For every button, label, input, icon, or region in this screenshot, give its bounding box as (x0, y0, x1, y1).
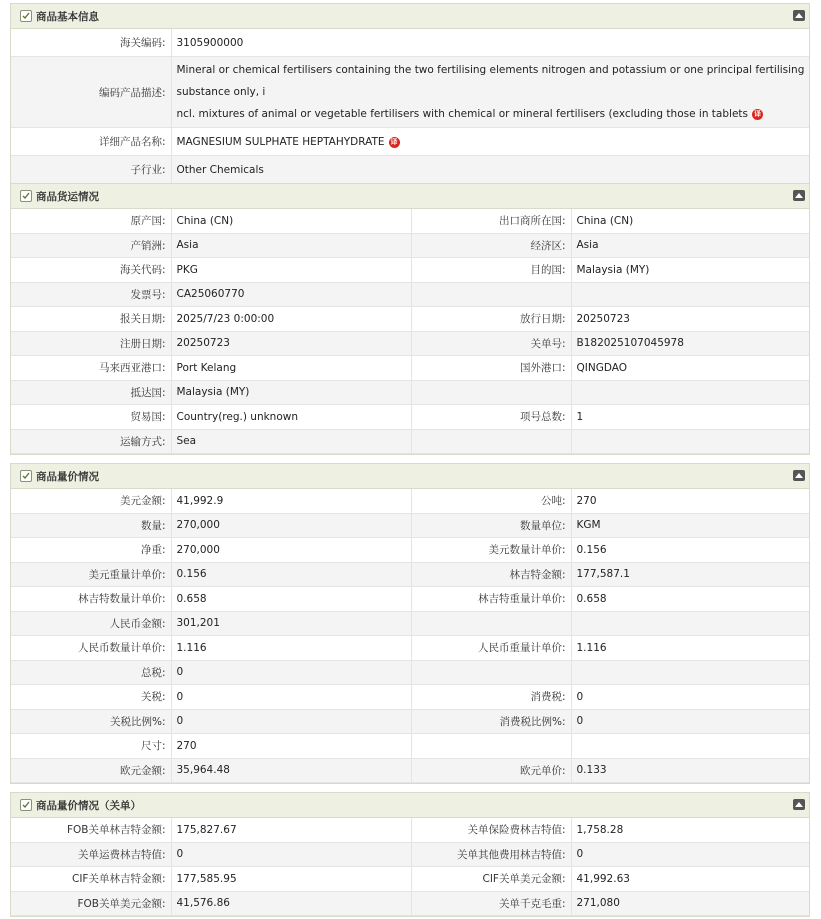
field-label: 欧元单价: (411, 758, 571, 783)
field-value: 0 (571, 842, 809, 867)
table-row (11, 258, 809, 283)
table-row (11, 356, 809, 381)
quantity-table (11, 489, 809, 783)
field-value: 41,576.86 (171, 891, 411, 916)
field-value: Port Kelang (171, 356, 411, 381)
field-label: CIF关单美元金额: (411, 867, 571, 892)
shipping-panel (10, 183, 810, 455)
field-value: 1,758.28 (571, 818, 809, 842)
field-label: 关单千克毛重: (411, 891, 571, 916)
field-label: 发票号: (11, 282, 171, 307)
field-value: 2025/7/23 0:00:00 (171, 307, 411, 332)
field-value: 0 (171, 842, 411, 867)
field-label: 海关代码: (11, 258, 171, 283)
field-label: 注册日期: (11, 331, 171, 356)
field-label: 人民币重量计单价: (411, 636, 571, 661)
description-line-1: Mineral or chemical fertilisers containing the two fertilising elements nitrogen and potassium or one principal fertilising substance only, i (176, 64, 805, 98)
panel-title: 商品货运情况 (36, 191, 99, 203)
field-label: 美元重量计单价: (11, 562, 171, 587)
table-row (11, 405, 809, 430)
table-row (11, 128, 809, 156)
table-row (11, 818, 809, 842)
field-value (571, 282, 809, 307)
translate-icon[interactable]: 译 (390, 137, 398, 146)
field-value: 0.658 (171, 587, 411, 612)
field-label: 人民币金额: (11, 611, 171, 636)
field-label: 子行业: (11, 156, 171, 184)
field-label: 美元数量计单价: (411, 538, 571, 563)
field-label: FOB关单美元金额: (11, 891, 171, 916)
field-label: 美元金额: (11, 489, 171, 513)
field-label: FOB关单林吉特金额: (11, 818, 171, 842)
quantity-panel (10, 463, 810, 784)
field-label: 放行日期: (411, 307, 571, 332)
field-label: 原产国: (11, 209, 171, 233)
checkbox-icon (20, 10, 32, 22)
table-row (11, 29, 809, 57)
field-value: 0.156 (571, 538, 809, 563)
field-value: 271,080 (571, 891, 809, 916)
shipping-table (11, 209, 809, 454)
field-label: 关单号: (411, 331, 571, 356)
checkbox-icon (20, 470, 32, 482)
field-value (171, 57, 809, 128)
field-value: 20250723 (571, 307, 809, 332)
field-value: 1.116 (171, 636, 411, 661)
field-label: 欧元金额: (11, 758, 171, 783)
field-label: 关单运费林吉特值: (11, 842, 171, 867)
table-row (11, 513, 809, 538)
panel-header[interactable] (11, 4, 809, 29)
table-row (11, 331, 809, 356)
field-value (571, 611, 809, 636)
field-label: 详细产品名称: (11, 128, 171, 156)
table-row (11, 209, 809, 233)
table-row (11, 891, 809, 916)
field-value: 0.156 (171, 562, 411, 587)
field-label (411, 660, 571, 685)
table-row (11, 842, 809, 867)
field-value (571, 380, 809, 405)
table-row (11, 489, 809, 513)
field-label: 关税: (11, 685, 171, 710)
table-row (11, 685, 809, 710)
field-label: 总税: (11, 660, 171, 685)
field-label: 尺寸: (11, 734, 171, 759)
field-value: 41,992.63 (571, 867, 809, 892)
field-value: Asia (171, 233, 411, 258)
field-value: 1.116 (571, 636, 809, 661)
field-value: QINGDAO (571, 356, 809, 381)
field-value: PKG (171, 258, 411, 283)
table-row (11, 758, 809, 783)
table-row (11, 734, 809, 759)
table-row (11, 538, 809, 563)
field-label: 项号总数: (411, 405, 571, 430)
panel-title: 商品量价情况（关单） (36, 800, 141, 812)
field-value: 20250723 (171, 331, 411, 356)
field-value: China (CN) (171, 209, 411, 233)
field-label: 消费税比例%: (411, 709, 571, 734)
table-row (11, 156, 809, 184)
field-label: 林吉特数量计单价: (11, 587, 171, 612)
field-value: CA25060770 (171, 282, 411, 307)
field-value: Malaysia (MY) (171, 380, 411, 405)
field-label: 关单其他费用林吉特值: (411, 842, 571, 867)
field-value (571, 734, 809, 759)
field-value: Malaysia (MY) (571, 258, 809, 283)
table-row (11, 233, 809, 258)
field-value: 0 (571, 685, 809, 710)
field-value: 0 (571, 709, 809, 734)
table-row (11, 562, 809, 587)
field-value: KGM (571, 513, 809, 538)
table-row (11, 709, 809, 734)
field-label: 关税比例%: (11, 709, 171, 734)
field-value: Sea (171, 429, 411, 454)
basic-info-panel (10, 3, 810, 213)
field-value: B182025107045978 (571, 331, 809, 356)
table-row (11, 380, 809, 405)
table-row (11, 611, 809, 636)
field-value: 177,585.95 (171, 867, 411, 892)
field-label: 林吉特重量计单价: (411, 587, 571, 612)
collapse-icon[interactable] (793, 10, 805, 21)
field-label: 经济区: (411, 233, 571, 258)
panel-header[interactable] (11, 184, 809, 209)
field-label: 关单保险费林吉特值: (411, 818, 571, 842)
checkbox-icon (20, 190, 32, 202)
field-label: 运输方式: (11, 429, 171, 454)
field-value: 1 (571, 405, 809, 430)
field-label: 数量: (11, 513, 171, 538)
field-value: 270,000 (171, 513, 411, 538)
field-value (571, 660, 809, 685)
field-label: 海关编码: (11, 29, 171, 57)
field-label: 数量单位: (411, 513, 571, 538)
table-row (11, 307, 809, 332)
field-label: 报关日期: (11, 307, 171, 332)
panel-title: 商品基本信息 (36, 11, 99, 23)
panel-title: 商品量价情况 (36, 471, 99, 483)
field-label (411, 380, 571, 405)
field-label: 国外港口: (411, 356, 571, 381)
table-row (11, 636, 809, 661)
translate-icon[interactable]: 译 (754, 110, 761, 118)
field-value (171, 128, 809, 156)
field-value: 0.658 (571, 587, 809, 612)
table-row (11, 57, 809, 128)
field-value: 175,827.67 (171, 818, 411, 842)
product-name: MAGNESIUM SULPHATE HEPTAHYDRATE (176, 135, 385, 148)
field-value: 270,000 (171, 538, 411, 563)
field-value: China (CN) (571, 209, 809, 233)
checkbox-icon (20, 799, 32, 811)
customs-table (11, 818, 809, 916)
table-row (11, 282, 809, 307)
field-value: Country(reg.) unknown (171, 405, 411, 430)
table-row (11, 660, 809, 685)
field-label: 出口商所在国: (411, 209, 571, 233)
field-label (411, 282, 571, 307)
field-label: 公吨: (411, 489, 571, 513)
field-label: 净重: (11, 538, 171, 563)
table-row (11, 867, 809, 892)
field-label: 人民币数量计单价: (11, 636, 171, 661)
collapse-icon[interactable] (793, 799, 805, 810)
collapse-icon[interactable] (793, 470, 805, 481)
field-label: 马来西亚港口: (11, 356, 171, 381)
field-value: 0 (171, 660, 411, 685)
field-label: 编码产品描述: (11, 57, 171, 128)
field-label (411, 611, 571, 636)
customs-panel (10, 792, 810, 917)
field-label: 抵达国: (11, 380, 171, 405)
field-label: 产销洲: (11, 233, 171, 258)
field-value: Other Chemicals (171, 156, 809, 184)
field-value: 41,992.9 (171, 489, 411, 513)
field-value: 0.133 (571, 758, 809, 783)
description-line-2: ncl. mixtures of animal or vegetable fertilisers with chemical or mineral fertilisers (excluding those in tablets (176, 108, 748, 120)
field-value: 270 (571, 489, 809, 513)
field-label (411, 429, 571, 454)
table-row (11, 587, 809, 612)
field-label: 贸易国: (11, 405, 171, 430)
field-value: 301,201 (171, 611, 411, 636)
field-value: 3105900000 (171, 29, 809, 57)
panel-header[interactable] (11, 793, 809, 818)
field-label: 目的国: (411, 258, 571, 283)
field-label: CIF关单林吉特金额: (11, 867, 171, 892)
field-value: 177,587.1 (571, 562, 809, 587)
field-label: 消费税: (411, 685, 571, 710)
field-value (571, 429, 809, 454)
field-value: 35,964.48 (171, 758, 411, 783)
collapse-icon[interactable] (793, 190, 805, 201)
panel-header[interactable] (11, 464, 809, 489)
field-label (411, 734, 571, 759)
table-row (11, 429, 809, 454)
field-label: 林吉特金额: (411, 562, 571, 587)
field-value: 0 (171, 709, 411, 734)
field-value: 0 (171, 685, 411, 710)
field-value: 270 (171, 734, 411, 759)
field-value: Asia (571, 233, 809, 258)
